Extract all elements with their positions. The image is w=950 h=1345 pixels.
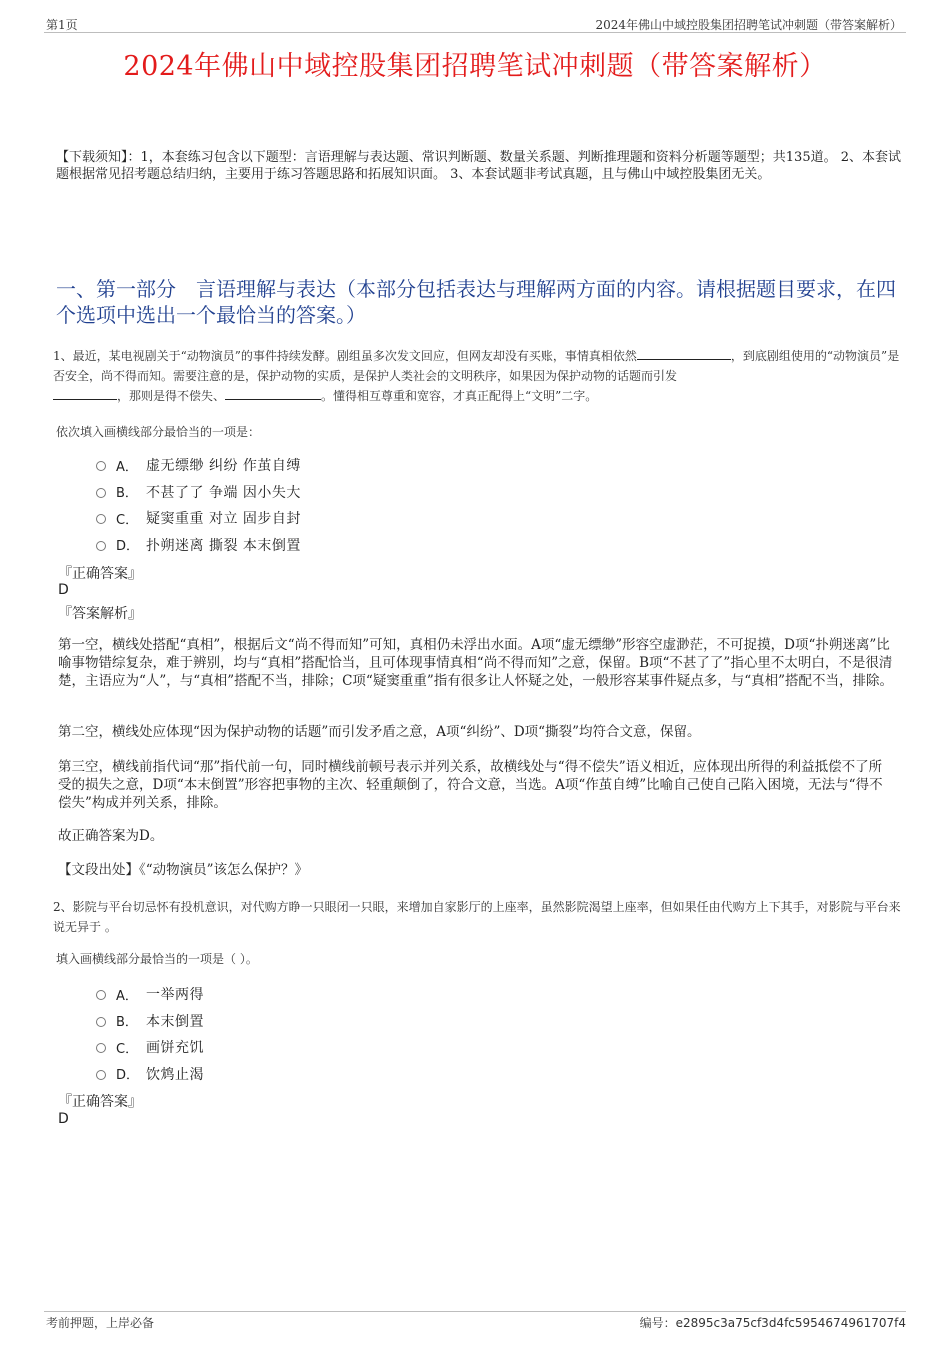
passage-source: 【文段出处】《“动物演员”该怎么保护？》 [58,862,309,878]
analysis-paragraph-3: 第三空，横线前指代词“那”指代前一句，同时横线前顿号表示并列关系，故横线处与“得不偿失”语义相近，应体现出所得的利益抵偿不了所受的损失之意，D项“本末倒置”形容把事物的主次、轻重颠倒了，符合文意，当选。A项“作茧自缚”比喻自己使自己陷入困境，无法与“得不偿失”构成并列关系，排除。 [58,759,883,811]
analysis-label: 『答案解析』 [58,606,142,622]
radio-icon[interactable] [96,488,106,498]
document-id: e2895c3a75cf3d4fc595467496170​7f4 [675,1316,906,1330]
download-notice: 【下载须知】：1，本套练习包含以下题型：言语理解与表达题、常识判断题、数量关系题、判断推理题和资料分析题等题型；共135道。 2、本套试题根据常见招考题总结归纳，主要用于练习答题思路和拓展知识面。 3、本套试题非考试真题，且与佛山中域控股集团无关。 [56,150,901,182]
analysis-paragraph-1: 第一空，横线处搭配“真相”，根据后文“尚不得而知”可知，真相仍未浮出水面。A项“虚无缥缈”形容空虚渺茫，不可捉摸，D项“扑朔迷离”比喻事物错综复杂，难于辨别，均与“真相”搭配恰当，且可体现事情真相“尚不得而知”之意，保留。B项“不甚了了”指心里不太明白，不是很清楚，主语应为“人”，与“真相”搭配不当，排除；C项“疑窦重重”指有很多让人怀疑之处，一般形容某事件疑点多，与“真相”搭配不当，排除。 [58,637,894,689]
blank-1 [637,346,731,360]
question-1-text: 1、最近，某电视剧关于“动物演员”的事件持续发酵。剧组虽多次发文回应，但网友却没有买账，事情真相依然 ，到底剧组使用的“动物演员”是否安全，尚不得而知。需要注意的是，保护动物的实质，是保护人类社会的文明秩序，如果因为保护动物的话题而引发 ，那则是得不偿失、 。懂得相互尊重和宽容，才真正配得上“文明”二字。 [53,346,903,406]
page-number: 第1页 [46,18,78,32]
footer-slogan: 考前押题，上岸必备 [46,1316,155,1330]
option-b[interactable]: B． 本末倒置 [96,1008,204,1035]
analysis-conclusion: 故正确答案为D。 [58,828,164,844]
question-2-prompt: 填入画横线部分最恰当的一项是（ ）。 [56,952,258,966]
page-header [44,14,906,33]
option-a[interactable]: A． 虚无缥缈 纠纷 作茧自缚 [96,452,301,479]
option-d[interactable]: D． 饮鸩止渴 [96,1061,204,1088]
option-c[interactable]: C． 画饼充饥 [96,1034,204,1061]
correct-answer-label: 『正确答案』 [58,566,142,582]
radio-icon[interactable] [96,1070,106,1080]
correct-answer-label: 『正确答案』 [58,1094,142,1110]
section-title: 一、第一部分 言语理解与表达（本部分包括表达与理解两方面的内容。请根据题目要求，在四个选项中选出一个最恰当的答案。） [56,277,896,327]
analysis-paragraph-2: 第二空，横线处应体现“因为保护动物的话题”而引发矛盾之意，A项“纠纷”、D项“撕裂”均符合文意，保留。 [58,724,701,740]
radio-icon[interactable] [96,990,106,1000]
option-b[interactable]: B． 不甚了了 争端 因小失大 [96,479,301,506]
radio-icon[interactable] [96,461,106,471]
blank-3 [225,386,321,400]
question-2-text: 2、影院与平台切忌怀有投机意识，对代购方睁一只眼闭一只眼，来增加自家影厅的上座率，虽然影院渴望上座率，但如果任由代购方上下其手，对影院与平台来说无异于 。 [53,900,901,934]
radio-icon[interactable] [96,541,106,551]
radio-icon[interactable] [96,1017,106,1027]
radio-icon[interactable] [96,514,106,524]
correct-answer-value: D [58,582,69,598]
header-doc-title: 2024年佛山中域控股集团招聘笔试冲刺题（带答案解析） [595,18,902,32]
footer-code: 编号：e2895c3a75cf3d4fc595467496170​7f4 [639,1316,906,1330]
document-title: 2024年佛山中域控股集团招聘笔试冲刺题（带答案解析） [123,51,827,82]
correct-answer-value: D [58,1111,69,1127]
radio-icon[interactable] [96,1043,106,1053]
blank-2 [53,386,117,400]
question-2-options [96,981,204,1087]
question-1-prompt: 依次填入画横线部分最恰当的一项是： [56,425,261,439]
option-c[interactable]: C． 疑窦重重 对立 固步自封 [96,505,301,532]
footer-divider [44,1311,906,1312]
question-1-options [96,452,301,558]
option-d[interactable]: D． 扑朔迷离 撕裂 本末倒置 [96,532,301,559]
option-a[interactable]: A． 一举两得 [96,981,204,1008]
